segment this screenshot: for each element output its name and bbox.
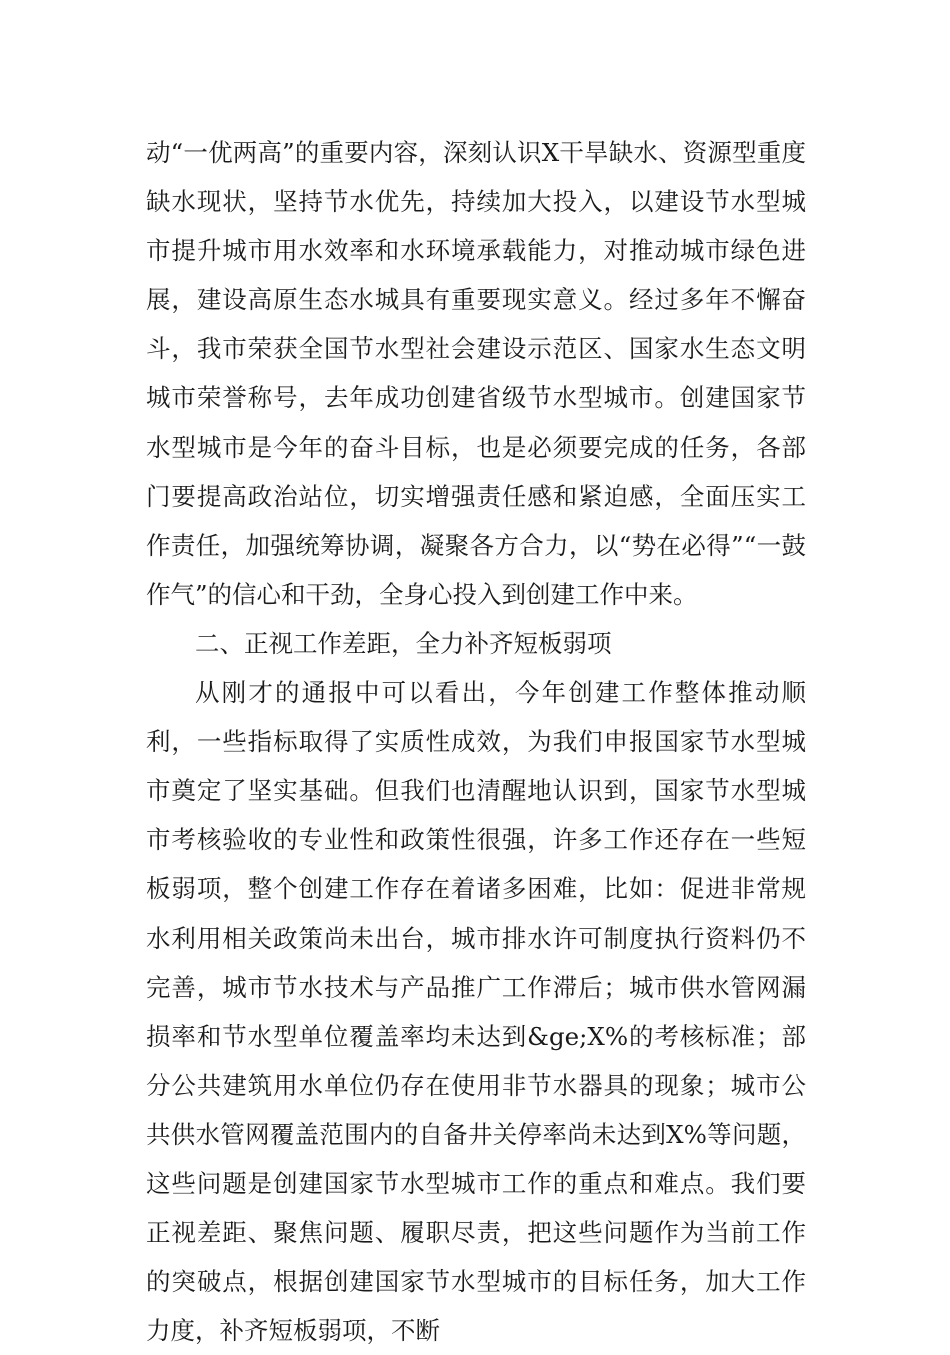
section-heading: 二、正视工作差距，全力补齐短板弱项	[195, 628, 612, 658]
document-body	[146, 128, 806, 1355]
paragraph-section-two: 从刚才的通报中可以看出，今年创建工作整体推动顺利，一些指标取得了实质性成效，为我们申报国家节水型城市奠定了坚实基础。但我们也清醒地认识到，国家节水型城市考核验收的专业性和政策性很强，许多工作还存在一些短板弱项，整个创建工作存在着诸多困难，比如：促进非常规水利用相关政策尚未出台，城市排水许可制度执行资料仍不完善，城市节水技术与产品推广工作滞后；城市供水管网漏损率和节水型单位覆盖率均未达到&ge;X%的考核标准；部分公共建筑用水单位仍存在使用非节水器具的现象；城市公共供水管网覆盖范围内的自备井关停率尚未达到X%等问题，这些问题是创建国家节水型城市工作的重点和难点。我们要正视差距、聚焦问题、履职尽责，把这些问题作为当前工作的突破点，根据创建国家节水型城市的目标任务，加大工作力度，补齐短板弱项，不断	[146, 678, 806, 1346]
paragraph-continuation: 动“一优两高”的重要内容，深刻认识X干旱缺水、资源型重度缺水现状，坚持节水优先，持续加大投入，以建设节水型城市提升城市用水效率和水环境承载能力，对推动城市绿色进展，建设高原生态水城具有重要现实意义。经过多年不懈奋斗，我市荣获全国节水型社会建设示范区、国家水生态文明城市荣誉称号，去年成功创建省级节水型城市。创建国家节水型城市是今年的奋斗目标，也是必须要完成的任务，各部门要提高政治站位，切实增强责任感和紧迫感，全面压实工作责任，加强统筹协调，凝聚各方合力，以“势在必得”“一鼓作气”的信心和干劲，全身心投入到创建工作中来。	[146, 138, 806, 609]
